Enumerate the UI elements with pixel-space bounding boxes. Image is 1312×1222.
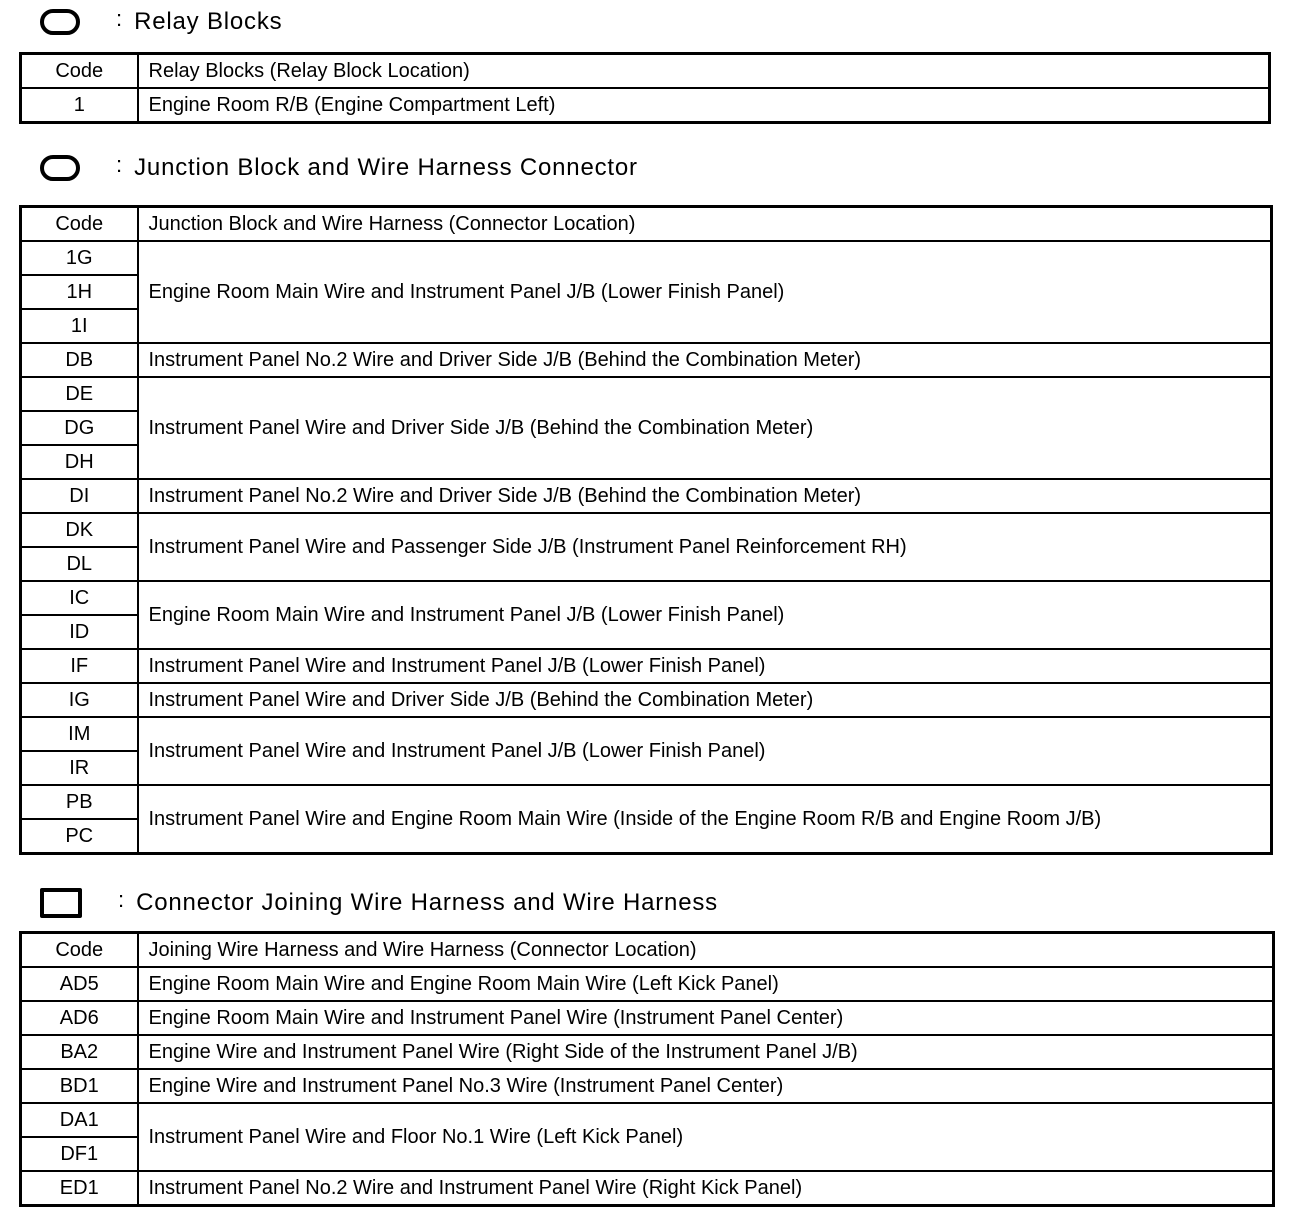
description-cell: Engine Room Main Wire and Instrument Panel J/B (Lower Finish Panel) <box>138 581 1272 649</box>
code-cell: 1I <box>21 309 138 343</box>
section-header-relay-blocks: : Relay Blocks <box>40 2 282 42</box>
table-header-row <box>21 207 1272 242</box>
code-cell: IM <box>21 717 138 751</box>
table-row <box>21 967 1274 1001</box>
section-title: Connector Joining Wire Harness and Wire Harness <box>136 889 718 916</box>
description-cell: Instrument Panel Wire and Passenger Side J/B (Instrument Panel Reinforcement RH) <box>138 513 1272 581</box>
description-cell: Engine Room Main Wire and Engine Room Main Wire (Left Kick Panel) <box>138 967 1274 1001</box>
code-cell: 1 <box>21 88 138 123</box>
table-row <box>21 1171 1274 1206</box>
code-cell: ID <box>21 615 138 649</box>
header-description: Relay Blocks (Relay Block Location) <box>138 54 1270 89</box>
code-cell: 1H <box>21 275 138 309</box>
junction-block-symbol-icon <box>40 155 80 181</box>
code-cell: IR <box>21 751 138 785</box>
code-cell: PB <box>21 785 138 819</box>
description-cell: Instrument Panel Wire and Instrument Panel J/B (Lower Finish Panel) <box>138 649 1272 683</box>
code-cell: DF1 <box>21 1137 138 1171</box>
table-row <box>21 649 1272 683</box>
code-cell: AD6 <box>21 1001 138 1035</box>
header-code: Code <box>21 54 138 89</box>
table-row <box>21 1001 1274 1035</box>
code-cell: DA1 <box>21 1103 138 1137</box>
code-cell: DL <box>21 547 138 581</box>
junction-block-table <box>19 205 1273 855</box>
relay-block-symbol-icon <box>40 9 80 35</box>
table-row <box>21 377 1272 411</box>
table-header-row <box>21 933 1274 968</box>
relay-blocks-table <box>19 52 1271 124</box>
header-description: Joining Wire Harness and Wire Harness (Connector Location) <box>138 933 1274 968</box>
section-title: Junction Block and Wire Harness Connector <box>134 154 638 181</box>
table-row <box>21 683 1272 717</box>
code-cell: DB <box>21 343 138 377</box>
description-cell: Instrument Panel Wire and Instrument Panel J/B (Lower Finish Panel) <box>138 717 1272 785</box>
code-cell: IG <box>21 683 138 717</box>
header-code: Code <box>21 207 138 242</box>
description-cell: Instrument Panel Wire and Engine Room Main Wire (Inside of the Engine Room R/B and Engine Room J/B) <box>138 785 1272 854</box>
code-cell: DI <box>21 479 138 513</box>
code-cell: IF <box>21 649 138 683</box>
code-cell: IC <box>21 581 138 615</box>
section-title: Relay Blocks <box>134 8 283 35</box>
code-cell: DH <box>21 445 138 479</box>
description-cell: Instrument Panel Wire and Floor No.1 Wire (Left Kick Panel) <box>138 1103 1274 1171</box>
connector-joining-table <box>19 931 1275 1207</box>
header-code: Code <box>21 933 138 968</box>
table-row <box>21 1035 1274 1069</box>
header-description: Junction Block and Wire Harness (Connector Location) <box>138 207 1272 242</box>
code-cell: AD5 <box>21 967 138 1001</box>
section-header-connector-joining: : Connector Joining Wire Harness and Wire Harness <box>40 883 718 923</box>
connector-symbol-icon <box>40 888 82 918</box>
code-cell: DE <box>21 377 138 411</box>
description-cell: Engine Room Main Wire and Instrument Panel Wire (Instrument Panel Center) <box>138 1001 1274 1035</box>
code-cell: DK <box>21 513 138 547</box>
description-cell: Instrument Panel No.2 Wire and Instrument Panel Wire (Right Kick Panel) <box>138 1171 1274 1206</box>
description-cell: Instrument Panel Wire and Driver Side J/B (Behind the Combination Meter) <box>138 683 1272 717</box>
description-cell: Engine Wire and Instrument Panel No.3 Wire (Instrument Panel Center) <box>138 1069 1274 1103</box>
table-row <box>21 717 1272 751</box>
table-row <box>21 1069 1274 1103</box>
table-row <box>21 343 1272 377</box>
description-cell: Instrument Panel No.2 Wire and Driver Side J/B (Behind the Combination Meter) <box>138 343 1272 377</box>
table-row <box>21 241 1272 275</box>
section-header-junction-block: : Junction Block and Wire Harness Connector <box>40 148 638 188</box>
code-cell: DG <box>21 411 138 445</box>
table-row <box>21 581 1272 615</box>
code-cell: PC <box>21 819 138 854</box>
table-row <box>21 513 1272 547</box>
code-cell: BA2 <box>21 1035 138 1069</box>
description-cell: Engine Wire and Instrument Panel Wire (Right Side of the Instrument Panel J/B) <box>138 1035 1274 1069</box>
description-cell: Instrument Panel Wire and Driver Side J/B (Behind the Combination Meter) <box>138 377 1272 479</box>
table-row <box>21 479 1272 513</box>
table-row <box>21 88 1270 123</box>
table-row <box>21 785 1272 819</box>
code-cell: ED1 <box>21 1171 138 1206</box>
description-cell: Engine Room R/B (Engine Compartment Left) <box>138 88 1270 123</box>
description-cell: Engine Room Main Wire and Instrument Panel J/B (Lower Finish Panel) <box>138 241 1272 343</box>
table-header-row <box>21 54 1270 89</box>
description-cell: Instrument Panel No.2 Wire and Driver Side J/B (Behind the Combination Meter) <box>138 479 1272 513</box>
code-cell: 1G <box>21 241 138 275</box>
code-cell: BD1 <box>21 1069 138 1103</box>
table-row <box>21 1103 1274 1137</box>
